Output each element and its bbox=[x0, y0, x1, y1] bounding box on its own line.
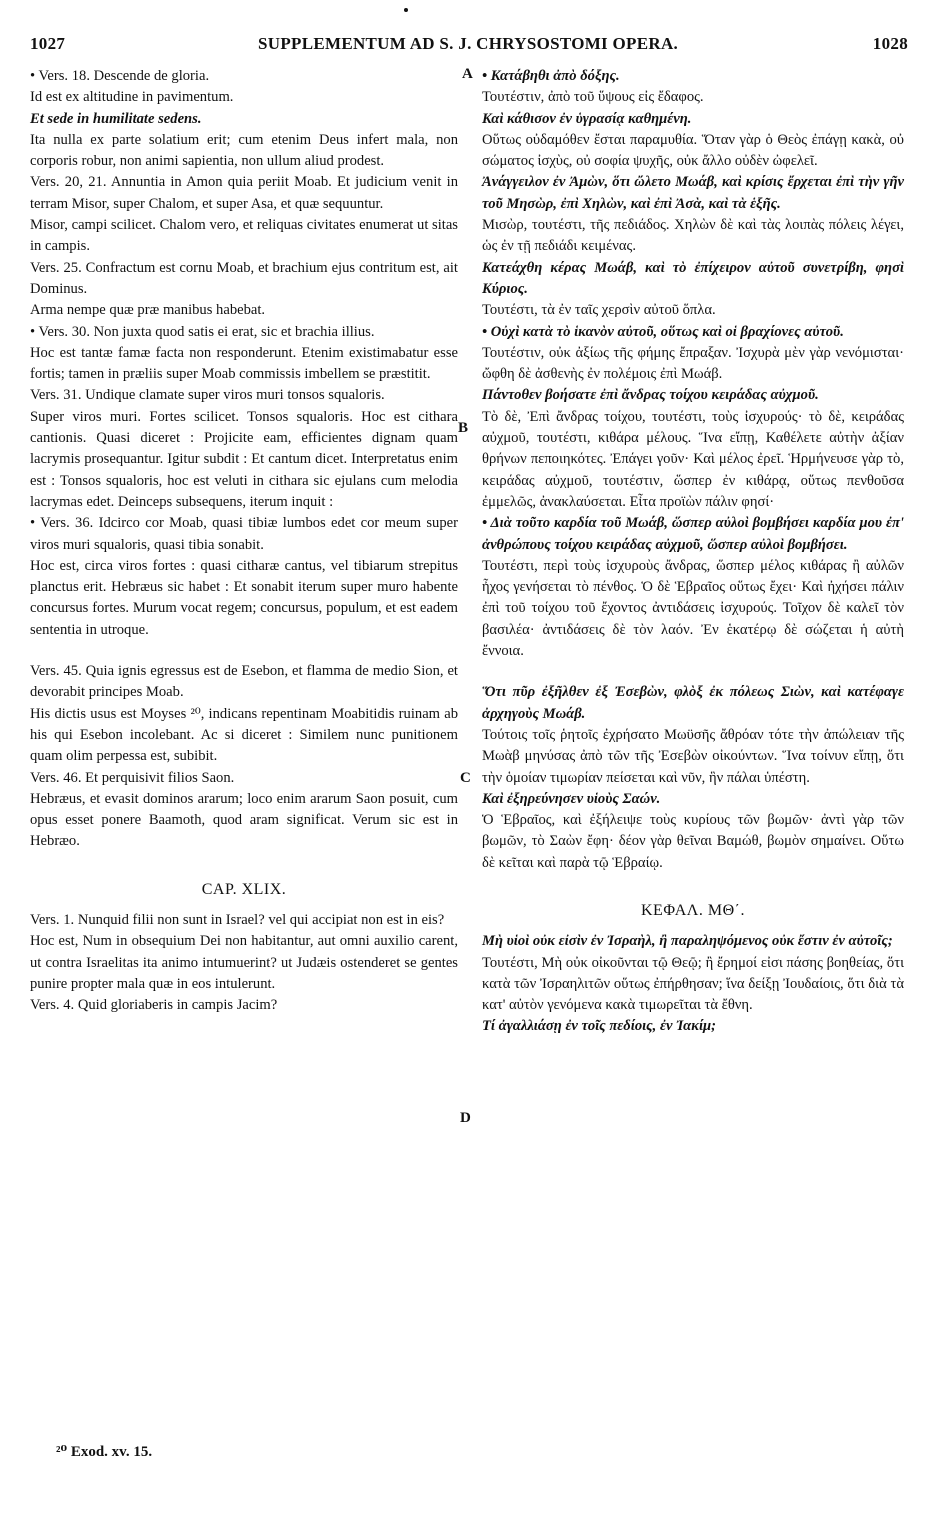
page-number-right: 1028 bbox=[872, 34, 908, 53]
greek-line: Τί ἀγαλλιάσῃ ἐν τοῖς πεδίοις, ἐν Ἰακίμ; bbox=[482, 1018, 717, 1035]
latin-line: Vers. 1. Nunquid filii non sunt in Israel? vel qui accipiat non est in eis? bbox=[30, 911, 445, 928]
greek-line: Τουτέστι, τὰ ἐν ταῖς χερσὶν αὐτοῦ ὅπλα. bbox=[482, 302, 716, 319]
latin-line: His dictis usus est Moyses ²⁰, indicans repentinam Moabitidis ruinam ab his qui Esebon incolebant. Ac si diceret : Similem nunc punitionem quam olim perpessa est, subibit. bbox=[30, 705, 458, 765]
latin-line: • Vers. 18. Descende de gloria. bbox=[30, 68, 210, 84]
greek-line: Κατεάχθη κέρας Μωάβ, καὶ τὸ ἐπίχειρον αὐτοῦ συνετρίβη, φησὶ Κύριος. bbox=[482, 259, 904, 297]
greek-line: • Οὐχὶ κατὰ τὸ ἱκανὸν αὐτοῦ, οὕτως καὶ οἱ βραχίονες αὐτοῦ. bbox=[482, 323, 844, 340]
latin-line: Misor, campi scilicet. Chalom vero, et reliquas civitates enumerat ut sitas in campis. bbox=[30, 217, 458, 255]
chapter-heading-greek: ΚΕΦΑΛ. ΜΘ΄. bbox=[640, 901, 746, 919]
section-marker-d: D bbox=[460, 1110, 471, 1126]
greek-line: Πάντοθεν βοήσατε ἐπὶ ἄνδρας τοίχου κειράδας αὐχμοῦ. bbox=[482, 387, 819, 404]
latin-line: Id est ex altitudine in pavimentum. bbox=[30, 89, 234, 106]
greek-column bbox=[482, 66, 904, 1038]
greek-line: Καὶ κάθισον ἐν ὑγρασίᾳ καθημένη. bbox=[482, 110, 692, 127]
page-number-left: 1027 bbox=[30, 34, 66, 53]
chapter-heading-latin: CAP. XLIX. bbox=[201, 880, 287, 898]
ink-dot bbox=[404, 8, 408, 12]
greek-line: Ἀνάγγειλον ἐν Ἀμὼν, ὅτι ὤλετο Μωάβ, καὶ κρίσις ἔρχεται ἐπὶ τὴν γῆν τοῦ Μησὼρ, ἐπὶ Χηλὼν, καὶ ἐπὶ Ἀσὰ, καὶ τὰ ἑξῆς. bbox=[482, 174, 904, 212]
greek-line: • Κατάβηθι ἀπὸ δόξης. bbox=[482, 68, 620, 84]
section-marker-b: B bbox=[458, 420, 469, 436]
latin-line: • Vers. 30. Non juxta quod satis ei erat, sic et brachia illius. bbox=[30, 323, 375, 340]
latin-line: Vers. 4. Quid gloriaberis in campis Jacim? bbox=[30, 997, 278, 1014]
latin-line: Super viros muri. Fortes scilicet. Tonsos squaloris. Hoc est cithara cantionis. Quasi diceret : Projicite eam, efficientes dignam quam lacrymis prosequantur. Igitur subdit : Et cantum dicet. Interpretatus enim est : Tonsos squaloris, hoc est veluti in cithara sic ejulans cum melodia lacrymas edet. Deinceps subsequens, iterum inquit : bbox=[30, 408, 458, 510]
spacer bbox=[482, 874, 904, 894]
spacer bbox=[30, 853, 458, 873]
latin-line: Hebræus, et evasit dominos ararum; loco enim ararum Saon posuit, cum opus esset ponere Baamoth, quod aram significat. Verum sic est in Hebræo. bbox=[30, 790, 458, 850]
greek-line: Μισὼρ, τουτέστι, τῆς πεδιάδος. Χηλὼν δὲ καὶ τὰς λοιπὰς πόλεις λέγει, ὡς ἐν τῇ πεδιάδι κειμένας. bbox=[482, 217, 904, 255]
greek-line: Τούτοις τοῖς ῥητοῖς ἐχρήσατο Μωϋσῆς ἄθρόαν τότε τὴν ἀπώλειαν τῆς Μωὰβ μηνύσας ἀπὸ τῶν τῆς Ἐσεβὼν οἰκούντων. Ἵνα τοίνυν εἴπῃ, ὅτι τὴν ὁμοίαν τιμωρίαν πείσεται καὶ νῦν, ἣν πάλαι ὑπέστη. bbox=[482, 726, 904, 786]
greek-line: Τουτέστιν, οὐκ ἀξίως τῆς φήμης ἔπραξαν. Ἰσχυρὰ μὲν γὰρ νενόμισται· ὤφθη δὲ ἀσθενὴς ἐν πολέμοις ἐπὶ Μωάβ. bbox=[482, 344, 904, 383]
footnote: ²⁰ Exod. xv. 15. bbox=[56, 1444, 153, 1460]
greek-line: Ὁ Ἑβραῖος, καὶ ἐξήλειψε τοὺς κυρίους τῶν βωμῶν· ἀντὶ γὰρ τῶν βωμῶν, τὸ Σαὼν ἔφη· δέον γὰρ θεῖναι Βαμώθ, βωμὸν σημαίνει. Οὕτω δὲ κεῖται καὶ παρὰ τῷ Ἑβραίῳ. bbox=[482, 812, 904, 871]
spacer bbox=[482, 662, 904, 682]
section-marker-c: C bbox=[460, 770, 471, 786]
greek-line: Τὸ δὲ, Ἐπὶ ἄνδρας τοίχου, τουτέστι, τοὺς ἰσχυρούς· τὸ δὲ, κειράδας αὐχμοῦ, τουτέστι, κιθάρα μέλους. Ἵνα εἴπῃ, Καθέλετε αὐτὴν ἀξίαν θρήνων πεποιηκότες. Ἐπάγει γοῦν· Καὶ μέλος ἐρεῖ. Ἡρμήνευσε γὰρ τὸ, κειράδας αὐχμοῦ, τουτέστιν, ὥσπερ ἐν κιθάρᾳ, οὕτως πενθοῦσα ἐμμελῶς, ἀνακλαύσεται. Εἶτα προϊὼν πάλιν φησί· bbox=[482, 408, 904, 510]
running-head bbox=[30, 28, 908, 56]
greek-line: Οὕτως οὐδαμόθεν ἔσται παραμυθία. Ὅταν γὰρ ὁ Θεὸς ἐπάγῃ κακὰ, οὐ σώματος ἰσχὺς, οὐ σοφία ψυχῆς, οὐκ ἄλλο οὐδὲν ὠφελεῖ. bbox=[482, 131, 904, 170]
greek-line: • Διὰ τοῦτο καρδία τοῦ Μωάβ, ὥσπερ αὐλοὶ βομβήσει καρδία μου ἐπ' ἀνθρώπους τοίχου κειράδας αὐχμοῦ, ὥσπερ αὐλοὶ βομβήσει. bbox=[482, 515, 904, 553]
greek-line: Καὶ ἐξηρεύνησεν υἱοὺς Σαών. bbox=[482, 790, 661, 807]
greek-line: Μὴ υἱοὶ οὐκ εἰσὶν ἐν Ἰσραὴλ, ἢ παραληψόμενος οὐκ ἔστιν ἐν αὐτοῖς; bbox=[482, 933, 893, 950]
greek-line: Τουτέστι, Μὴ οὐκ οἰκοῦνται τῷ Θεῷ; ἢ ἔρημοί εἰσι πάσης βοηθείας, ὅτι κατὰ τῶν Ἰσραηλιτῶν οὕτως ἐπήρθησαν; ἵνα δείξῃ Ἰουδαίοις, ὅτι διὰ τὰ κατ' αὐτὸν γενόμενα κακὰ τιμωρεῖται τὰ ἔθνη. bbox=[482, 954, 904, 1014]
greek-line: Τουτέστιν, ἀπὸ τοῦ ὕψους εἰς ἔδαφος. bbox=[482, 89, 704, 106]
section-marker-a: A bbox=[462, 66, 473, 82]
spacer bbox=[30, 641, 458, 661]
latin-line: Vers. 25. Confractum est cornu Moab, et brachium ejus contritum est, ait Dominus. bbox=[30, 259, 458, 297]
latin-line: Ita nulla ex parte solatium erit; cum etenim Deus infert mala, non corporis robur, non animi sapientia, non ullum aliud prodest. bbox=[30, 131, 458, 170]
latin-line: • Vers. 36. Idcirco cor Moab, quasi tibiæ lumbos edet cor meum super viros muri squaloris, quasi tibia sonabit. bbox=[30, 515, 458, 553]
latin-line: Hoc est, Num in obsequium Dei non habitantur, aut omni auxilio carent, ut contra Israelitas ita animo intumuerint? ut Judæis ostenderet se gentes punire propter mala quæ in eos intulerunt. bbox=[30, 933, 458, 992]
latin-line: Hoc est, circa viros fortes : quasi citharæ cantus, vel tibiarum strepitus planctus erit. Hebræus sic habet : Et sonabit iterum super muro habente concursus fortes. Murum vocat regem; concursus, populum, et est eadem sententia in utroque. bbox=[30, 557, 458, 638]
latin-line: Et sede in humilitate sedens. bbox=[30, 110, 202, 127]
latin-line: Vers. 20, 21. Annuntia in Amon quia periit Moab. Et judicium venit in terram Misor, super Chalom, et super Asa, et quæ sequuntur. bbox=[30, 174, 458, 212]
greek-line: Τουτέστι, περὶ τοὺς ἰσχυροὺς ἄνδρας, ὥσπερ μέλος κιθάρας ἢ αὐλῶν ἦχος γενήσεται τὸ πένθος. Ὁ δὲ Ἑβραῖος οὕτως ἔχει· Καὶ ἠχήσει πάλιν ἐπὶ τοῦ τοίχου τοῦ ἔχοντος ἀντιδάσεις ἰσχυρούς. Τοῖχον δὲ καλεῖ τὸν βασιλέα· ἀντιδάσεις δὲ τὸν λαόν. Ἐν ἑκατέρῳ δὲ σώζεται ἡ αὐτὴ ἔννοια. bbox=[482, 557, 904, 660]
latin-line: Hoc est tantæ famæ facta non responderunt. Etenim existimabatur esse fortis; tamen in præliis super Moab commissis imbellem se præstitit. bbox=[30, 344, 458, 383]
greek-line: Ὅτι πῦρ ἐξῆλθεν ἐξ Ἐσεβὼν, φλὸξ ἐκ πόλεως Σιὼν, καὶ κατέφαγε ἀρχηγοὺς Μωάβ. bbox=[482, 684, 904, 722]
latin-line: Vers. 45. Quia ignis egressus est de Esebon, et flamma de medio Sion, et devorabit principes Moab. bbox=[30, 663, 458, 701]
latin-column bbox=[30, 66, 458, 1016]
latin-line: Vers. 46. Et perquisivit filios Saon. bbox=[30, 769, 235, 786]
running-title: SUPPLEMENTUM AD S. J. CHRYSOSTOMI OPERA. bbox=[258, 34, 679, 53]
latin-line: Vers. 31. Undique clamate super viros muri tonsos squaloris. bbox=[30, 387, 385, 404]
latin-line: Arma nempe quæ præ manibus habebat. bbox=[30, 302, 266, 319]
